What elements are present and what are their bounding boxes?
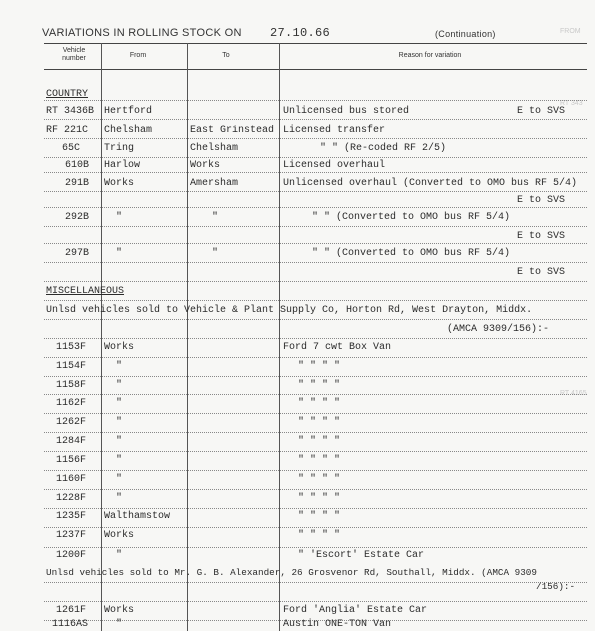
- note-cell: E to SVS: [517, 231, 566, 242]
- row-rule: [44, 470, 587, 471]
- reason-cell: " " (Converted to OMO bus RF 5/4): [312, 248, 511, 259]
- vehicle-number: 1158F: [56, 380, 87, 391]
- reason-cell: " 'Escort' Estate Car: [298, 550, 425, 561]
- to-cell: Amersham: [190, 178, 239, 189]
- col-divider-1: [101, 43, 102, 631]
- row-rule: [44, 357, 587, 358]
- reason-cell: " " " ": [298, 530, 341, 541]
- row-rule: [44, 207, 587, 208]
- reason-cell: Licensed overhaul: [283, 160, 386, 171]
- reason-cell: Ford 7 cwt Box Van: [283, 342, 392, 353]
- reason-cell: Unlicensed bus stored: [283, 106, 410, 117]
- vehicle-number: 297B: [65, 248, 90, 259]
- row-rule: [44, 547, 587, 548]
- from-cell: ": [116, 361, 123, 372]
- from-cell: ": [116, 380, 123, 391]
- from-cell: ": [116, 493, 123, 504]
- row-rule: [44, 489, 587, 490]
- reason-cell: Licensed transfer: [283, 125, 386, 136]
- from-cell: ": [116, 398, 123, 409]
- row-rule: [44, 300, 587, 301]
- to-cell: ": [212, 248, 219, 259]
- row-rule: [44, 226, 587, 227]
- misc-intro-2: Unlsd vehicles sold to Mr. G. B. Alexander, 26 Grosvenor Rd, Southall, Middx. (AMCA 9309: [46, 567, 537, 578]
- section-miscellaneous: MISCELLANEOUS: [46, 286, 125, 297]
- row-rule: [44, 157, 587, 158]
- reason-cell: " " (Converted to OMO bus RF 5/4): [312, 212, 511, 223]
- bleed-through-mark: RT 4165: [560, 390, 587, 397]
- from-cell: Works: [104, 342, 135, 353]
- misc-ref-2: /156):-: [536, 581, 576, 592]
- from-cell: ": [116, 212, 123, 223]
- vehicle-number: 1228F: [56, 493, 87, 504]
- from-cell: Works: [104, 178, 135, 189]
- col-head-from: From: [129, 52, 147, 59]
- continuation-label: (Continuation): [435, 29, 496, 39]
- from-cell: ": [116, 248, 123, 259]
- vehicle-number: 1153F: [56, 342, 87, 353]
- from-cell: Works: [104, 605, 135, 616]
- from-cell: Works: [104, 530, 135, 541]
- section-country: COUNTRY: [46, 89, 89, 100]
- from-cell: Tring: [104, 143, 135, 154]
- from-cell: ": [116, 436, 123, 447]
- reason-cell: Austin ONE-TON Van: [283, 619, 392, 630]
- from-cell: ": [116, 455, 123, 466]
- bleed-through-mark: FROM: [560, 28, 581, 35]
- vehicle-number: 1262F: [56, 417, 87, 428]
- reason-cell: " " " ": [298, 455, 341, 466]
- col-divider-3: [279, 43, 280, 631]
- row-rule: [44, 451, 587, 452]
- reason-cell: " " " ": [298, 474, 341, 485]
- reason-cell: Ford 'Anglia' Estate Car: [283, 605, 428, 616]
- from-cell: Walthamstow: [104, 511, 171, 522]
- row-rule: [44, 119, 587, 120]
- vehicle-number: 292B: [65, 212, 90, 223]
- page-title: VARIATIONS IN ROLLING STOCK ON: [42, 27, 242, 39]
- reason-cell: " " " ": [298, 436, 341, 447]
- row-rule: [44, 394, 587, 395]
- vehicle-number: 1237F: [56, 530, 87, 541]
- misc-intro-1: Unlsd vehicles sold to Vehicle & Plant Supply Co, Horton Rd, West Drayton, Middx.: [46, 305, 533, 316]
- vehicle-number: 1156F: [56, 455, 87, 466]
- to-cell: Chelsham: [190, 143, 239, 154]
- col-head-vehicle: Vehicle number: [62, 47, 86, 62]
- vehicle-number: 1160F: [56, 474, 87, 485]
- to-cell: ": [212, 212, 219, 223]
- row-rule: [44, 582, 587, 583]
- vehicle-number: 1162F: [56, 398, 87, 409]
- row-rule: [44, 191, 587, 192]
- from-cell: ": [116, 417, 123, 428]
- row-rule: [44, 432, 587, 433]
- table-head-rule: [44, 69, 587, 70]
- row-rule: [44, 319, 587, 320]
- reason-cell: " " " ": [298, 493, 341, 504]
- from-cell: Hertford: [104, 106, 153, 117]
- from-cell: ": [116, 550, 123, 561]
- vehicle-number: RF 221C: [46, 125, 89, 136]
- row-rule: [44, 338, 587, 339]
- row-rule: [44, 508, 587, 509]
- vehicle-number: 65C: [62, 143, 81, 154]
- row-rule: [44, 172, 587, 173]
- vehicle-number: 1261F: [56, 605, 87, 616]
- reason-cell: " " " ": [298, 511, 341, 522]
- vehicle-number: RT 3436B: [46, 106, 95, 117]
- vehicle-number: 1154F: [56, 361, 87, 372]
- record-date: 27.10.66: [270, 26, 331, 40]
- to-cell: Works: [190, 160, 221, 171]
- reason-cell: " " " ": [298, 380, 341, 391]
- row-rule: [44, 601, 587, 602]
- reason-cell: " " " ": [298, 398, 341, 409]
- row-rule: [44, 527, 587, 528]
- col-head-reason: Reason for variation: [398, 52, 462, 59]
- reason-cell: " " " ": [298, 361, 341, 372]
- bleed-through-mark: RT 343: [560, 100, 583, 107]
- reason-cell: " " (Re-coded RF 2/5): [320, 143, 447, 154]
- row-rule: [44, 262, 587, 263]
- vehicle-number: 1235F: [56, 511, 87, 522]
- note-cell: E to SVS: [517, 195, 566, 206]
- vehicle-number: 610B: [65, 160, 90, 171]
- from-cell: Harlow: [104, 160, 141, 171]
- table-top-rule: [44, 43, 587, 44]
- vehicle-number: 1200F: [56, 550, 87, 561]
- from-cell: ": [116, 474, 123, 485]
- reason-cell: " " " ": [298, 417, 341, 428]
- to-cell: East Grinstead: [190, 125, 275, 136]
- from-cell: Chelsham: [104, 125, 153, 136]
- vehicle-number: 291B: [65, 178, 90, 189]
- row-rule: [44, 138, 587, 139]
- note-cell: E to SVS: [517, 267, 566, 278]
- from-cell: ": [116, 619, 123, 630]
- row-rule: [44, 413, 587, 414]
- col-head-to: To: [222, 52, 230, 59]
- row-rule: [44, 100, 587, 101]
- vehicle-number: 1284F: [56, 436, 87, 447]
- misc-ref-1: (AMCA 9309/156):-: [447, 324, 550, 335]
- row-rule: [44, 281, 587, 282]
- note-cell: E to SVS: [517, 106, 566, 117]
- vehicle-number: 1116AS: [52, 619, 89, 630]
- row-rule: [44, 243, 587, 244]
- reason-cell: Unlicensed overhaul (Converted to OMO bus RF 5/4): [283, 178, 578, 189]
- col-divider-2: [187, 43, 188, 631]
- row-rule: [44, 376, 587, 377]
